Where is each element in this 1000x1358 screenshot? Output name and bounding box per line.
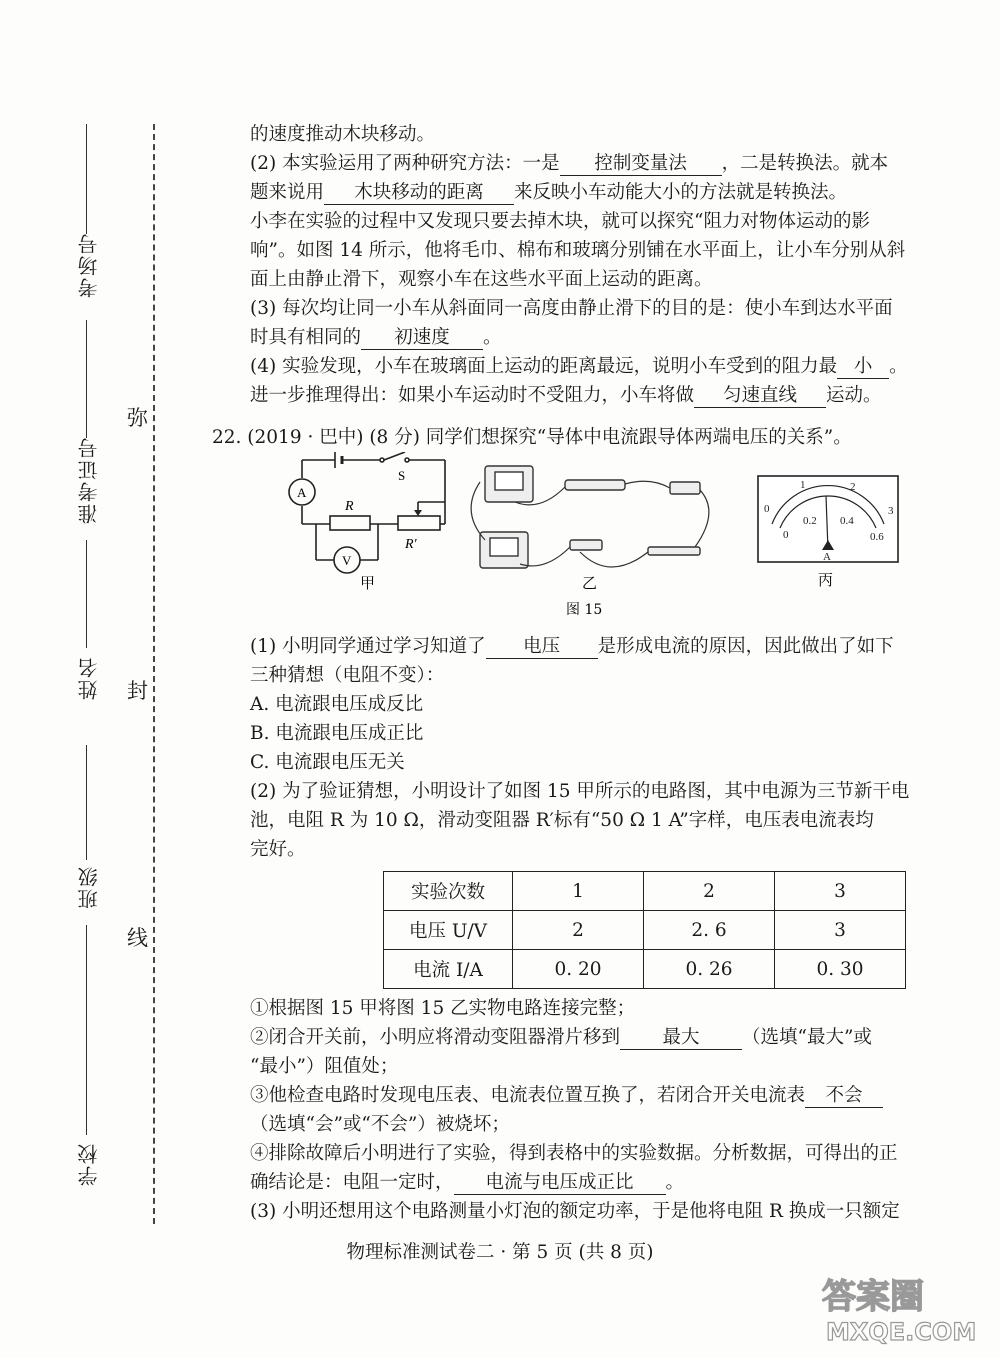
school-line	[86, 925, 87, 1135]
text-line: 小李在实验的过程中又发现只要去掉木块，就可以探究“阻力对物体运动的影	[250, 211, 870, 232]
q21-part2: (2) 本实验运用了两种研究方法：一是 控制变量法 ，二是转换法。就本	[250, 153, 889, 174]
sub-4-cont: 确结论是：电阻一定时， 电流与电压成正比 。	[250, 1172, 685, 1193]
table-cell: 3	[775, 911, 906, 950]
physical-circuit-yi	[480, 466, 700, 568]
answer-blank: 电压	[486, 636, 598, 659]
text-line: 池，电阻 R 为 10 Ω，滑动变阻器 R′标有“50 Ω 1 A”字样，电压表电流表均	[250, 810, 874, 831]
sub-2: ②闭合开关前，小明应将滑动变阻器滑片移到 最大 （选填“最大”或	[250, 1027, 872, 1048]
table-cell: 0. 26	[644, 950, 775, 989]
text-line: “最小”）阻值处；	[250, 1056, 399, 1077]
tick-0-2: 0.2	[803, 515, 817, 527]
fig-jia-label: 甲	[360, 574, 376, 592]
table-cell: 3	[775, 872, 906, 911]
watermark-top: 答案圈	[822, 1277, 924, 1317]
q21-part3-cont: 时具有相同的 初速度 。	[250, 327, 502, 348]
figure-caption: 图 15	[566, 602, 603, 618]
text-line: 三种猜想（电阻不变）：	[250, 665, 445, 686]
q21-part3: (3) 每次均让同一小车从斜面同一高度由静止滑下的目的是：使小车到达水平面	[250, 298, 893, 319]
fig-yi-label: 乙	[582, 574, 598, 592]
exam-room-line	[86, 124, 87, 234]
table-cell: 2	[644, 872, 775, 911]
class-label: 班级	[77, 865, 101, 909]
switch-label: S	[398, 468, 406, 483]
answer-blank: 初速度	[361, 327, 483, 350]
seal-char-feng: 封	[127, 679, 148, 703]
tick-2: 2	[850, 481, 856, 493]
page-footer: 物理标准测试卷二 · 第 5 页 (共 8 页)	[346, 1242, 654, 1263]
q22-part1: (1) 小明同学通过学习知道了 电压 是形成电流的原因，因此做出了如下	[250, 636, 894, 657]
watermark-bottom: MXQE.COM	[826, 1318, 977, 1346]
rheostat-label: R′	[405, 537, 417, 552]
figure-15	[280, 452, 940, 622]
slider-arrow	[414, 510, 422, 516]
ammeter-label: A	[297, 485, 307, 500]
table-cell: 2	[513, 911, 644, 950]
table-cell: 电压 U/V	[384, 911, 513, 950]
q21-part4: (4) 实验发现，小车在玻璃面上运动的距离最远，说明小车受到的阻力最 小 。	[250, 356, 908, 377]
q22-part2: (2) 为了验证猜想，小明设计了如图 15 甲所示的电路图，其中电源为三节新干电	[250, 781, 910, 802]
table-row	[384, 950, 906, 989]
tick-0-6: 0.6	[870, 531, 884, 543]
table-cell: 0. 20	[513, 950, 644, 989]
text-line: 响”。如图 14 所示，他将毛巾、棉布和玻璃分别铺在水平面上，让小车分别从斜	[250, 240, 906, 261]
seal-char-mi: 弥	[127, 406, 148, 430]
question-22-subparts	[250, 994, 940, 1226]
watermark-logo	[802, 1268, 982, 1348]
seal-char-xian: 线	[127, 926, 148, 950]
answer-blank: 匀速直线	[694, 385, 826, 408]
tick-1: 1	[800, 479, 806, 491]
sub-4: ④排除故障后小明进行了实验，得到表格中的实验数据。分析数据，可得出的正	[250, 1143, 898, 1164]
sub-1: ①根据图 15 甲将图 15 乙实物电路连接完整；	[250, 998, 636, 1019]
table-cell: 电流 I/A	[384, 950, 513, 989]
tick-0: 0	[764, 503, 770, 515]
school-label: 学校	[77, 1142, 101, 1186]
class-line	[86, 745, 87, 860]
data-table	[383, 871, 906, 989]
seal-dashed-line	[153, 124, 155, 1224]
answer-blank: 木块移动的距离	[324, 182, 514, 205]
text-line: 面上由静止滑下，观察小车在这些水平面上运动的距离。	[250, 269, 713, 290]
answer-blank: 最大	[620, 1027, 742, 1050]
question-22-body	[250, 632, 940, 864]
table-cell: 2. 6	[644, 911, 775, 950]
resistor-label: R	[345, 499, 354, 514]
question-21-continued	[250, 120, 940, 410]
exam-room-label: 考场号	[77, 232, 101, 298]
q22-part3: (3) 小明还想用这个电路测量小灯泡的额定功率，于是他将电阻 R 换成一只额定	[250, 1201, 900, 1222]
fig-bing-label: 丙	[818, 571, 834, 589]
tick-small-0: 0	[783, 529, 789, 541]
question-22-title: 22. (2019 · 巴中) (8 分) 同学们想探究“导体中电流跟导体两端电压的关系”。	[212, 427, 852, 448]
circuit-diagram-jia	[289, 452, 445, 573]
name-line	[86, 540, 87, 648]
q21-part2-cont: 题来说用 木块移动的距离 来反映小车动能大小的方法就是转换法。	[250, 182, 848, 203]
answer-blank: 不会	[805, 1085, 883, 1108]
option-a: A. 电流跟电压成反比	[250, 694, 424, 715]
table-row	[384, 911, 906, 950]
option-c: C. 电流跟电压无关	[250, 752, 405, 773]
ticket-no-line	[86, 320, 87, 438]
answer-blank: 电流与电压成正比	[454, 1172, 666, 1195]
text-line: 的速度推动木块移动。	[250, 124, 436, 145]
name-label: 姓名	[77, 656, 101, 700]
ticket-no-label: 准考证号	[77, 436, 101, 524]
answer-blank: 控制变量法	[560, 153, 722, 176]
table-cell: 实验次数	[384, 872, 513, 911]
option-b: B. 电流跟电压成正比	[250, 723, 424, 744]
table-cell: 1	[513, 872, 644, 911]
q21-part4-cont: 进一步推理得出：如果小车运动时不受阻力，小车将做 匀速直线 运动。	[250, 385, 882, 406]
table-cell: 0. 30	[775, 950, 906, 989]
tick-0-4: 0.4	[840, 515, 854, 527]
voltmeter-label: V	[342, 553, 352, 568]
table-row	[384, 872, 906, 911]
tick-3: 3	[888, 505, 894, 517]
meter-unit: A	[823, 551, 831, 563]
sub-3: ③他检查电路时发现电压表、电流表位置互换了，若闭合开关电流表 不会	[250, 1081, 940, 1110]
text-line: （选填“会”或“不会”）被烧坏；	[250, 1114, 510, 1135]
answer-blank: 小	[837, 356, 889, 379]
text-line: 完好。	[250, 839, 306, 860]
